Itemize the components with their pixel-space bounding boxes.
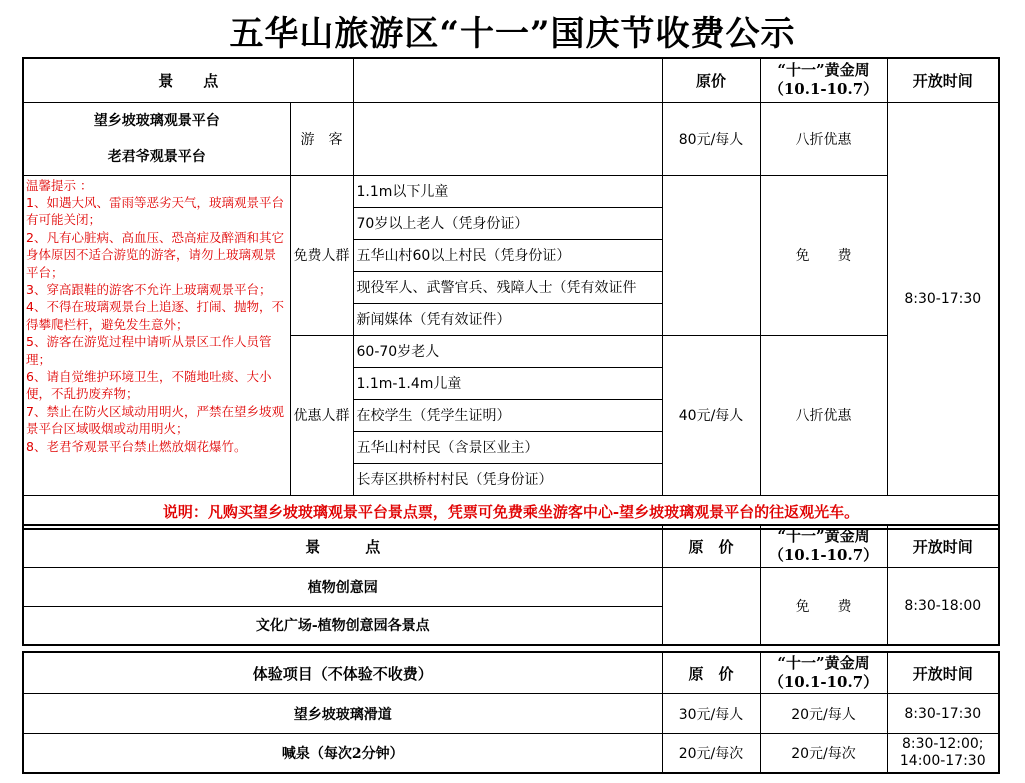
experience-fee-table xyxy=(22,651,1000,774)
spot-row: 文化广场-植物创意园各景点 xyxy=(23,606,662,645)
golden-week-label: “十一”黄金周 xyxy=(777,654,870,673)
experience-open-time xyxy=(887,733,999,773)
discount-item: 1.1m-1.4m儿童 xyxy=(353,367,662,399)
header-price: 原 价 xyxy=(662,652,760,694)
experience-name: 喊泉（每次2分钟） xyxy=(23,733,662,773)
open-time: 8:30-18:00 xyxy=(887,567,999,645)
discount-policy: 八折优惠 xyxy=(760,335,887,495)
tip-item: 6、请自觉维护环境卫生，不随地吐痰、大小便，不乱扔废弃物； xyxy=(26,368,272,402)
tip-item: 2、凡有心脏病、高血压、恐高症及醉酒和其它身体原因不适合游览的游客，请勿上玻璃观景平台； xyxy=(26,229,284,280)
free-item: 新闻媒体（凭有效证件） xyxy=(353,303,662,335)
discount-item: 60-70岁老人 xyxy=(353,335,662,367)
tourist-discount: 八折优惠 xyxy=(760,102,887,175)
experience-golden-price: 20元/每次 xyxy=(760,733,887,773)
header-scenic: 景 点 xyxy=(23,58,353,102)
experience-golden-price: 20元/每人 xyxy=(760,694,887,734)
free-item: 1.1m以下儿童 xyxy=(353,175,662,207)
experience-price: 30元/每人 xyxy=(662,694,760,734)
scenic-fee-table xyxy=(22,57,1000,530)
tourist-blank xyxy=(353,102,662,175)
tip-item: 3、穿高跟鞋的游客不允许上玻璃观景平台； xyxy=(26,281,272,297)
header-golden-week xyxy=(760,525,887,567)
tip-item: 4、不得在玻璃观景台上追逐、打闹、抛物，不得攀爬栏杆，避免发生意外； xyxy=(26,299,284,332)
discount-item: 五华山村村民（含景区业主） xyxy=(353,431,662,463)
tip-item: 8、老君爷观景平台禁止燃放烟花爆竹。 xyxy=(26,438,247,454)
free-policy: 免 费 xyxy=(760,175,887,335)
tourist-price: 80元/每人 xyxy=(662,102,760,175)
free-price-blank xyxy=(662,175,760,335)
golden-week-range: （10.1-10.7） xyxy=(768,673,879,692)
header-price: 原 价 xyxy=(662,525,760,567)
spot-glass-platform: 望乡坡玻璃观景平台 xyxy=(93,112,220,129)
golden-week-range: （10.1-10.7） xyxy=(768,546,879,565)
free-item: 70岁以上老人（凭身份证） xyxy=(353,207,662,239)
golden-week-label: “十一”黄金周 xyxy=(777,61,870,80)
header-blank xyxy=(353,58,662,102)
tip-item: 5、游客在游览过程中请听从景区工作人员管理； xyxy=(26,334,272,367)
experience-name: 望乡坡玻璃滑道 xyxy=(23,694,662,734)
page-title: 五华山旅游区“十一”国庆节收费公示 xyxy=(229,14,796,54)
header-open-time: 开放时间 xyxy=(887,525,999,567)
open-time-morning: 8:30-12:00; xyxy=(901,735,984,752)
experience-price: 20元/每次 xyxy=(662,733,760,773)
free-item: 五华山村60以上村民（凭身份证） xyxy=(353,239,662,271)
tip-title: 温馨提示 ： xyxy=(26,177,93,193)
reminder-notes xyxy=(23,175,290,495)
price-blank xyxy=(662,567,760,645)
header-scenic: 景 点 xyxy=(23,525,662,567)
tip-item: 1、如遇大风、雷雨等恶劣天气，玻璃观景平台有可能关闭； xyxy=(26,194,284,228)
spot-names xyxy=(23,102,290,175)
free-item: 现役军人、武警官兵、残障人士（凭有效证件 xyxy=(353,271,662,303)
open-time: 8:30-17:30 xyxy=(887,102,999,495)
spot-laojunye-platform: 老君爷观景平台 xyxy=(107,148,206,165)
discount-item: 在校学生（凭学生证明） xyxy=(353,399,662,431)
golden-week-range: （10.1-10.7） xyxy=(768,80,879,99)
header-golden-week xyxy=(760,652,887,694)
header-item: 体验项目（不体验不收费） xyxy=(23,652,662,694)
header-open-time: 开放时间 xyxy=(887,652,999,694)
tourist-label: 游 客 xyxy=(290,102,353,175)
shuttle-note: 说明：凡购买望乡坡玻璃观景平台景点票，凭票可免费乘坐游客中心-望乡坡玻璃观景平台的往返观光车。 xyxy=(23,495,999,529)
header-open-time: 开放时间 xyxy=(887,58,999,102)
discount-group-label: 优惠人群 xyxy=(290,335,353,495)
open-time-afternoon: 14:00-17:30 xyxy=(899,752,986,769)
header-golden-week xyxy=(760,58,887,102)
golden-week-label: “十一”黄金周 xyxy=(777,527,870,546)
experience-open-time: 8:30-17:30 xyxy=(887,694,999,734)
free-policy: 免 费 xyxy=(760,567,887,645)
free-group-label: 免费人群 xyxy=(290,175,353,335)
discount-item: 长寿区拱桥村村民（凭身份证） xyxy=(353,463,662,495)
header-price: 原价 xyxy=(662,58,760,102)
discount-price: 40元/每人 xyxy=(662,335,760,495)
tip-item: 7、禁止在防火区域动用明火，严禁在望乡坡观景平台区域吸烟或动用明火； xyxy=(26,403,284,437)
free-spots-table xyxy=(22,524,1000,646)
spot-row: 植物创意园 xyxy=(23,567,662,606)
